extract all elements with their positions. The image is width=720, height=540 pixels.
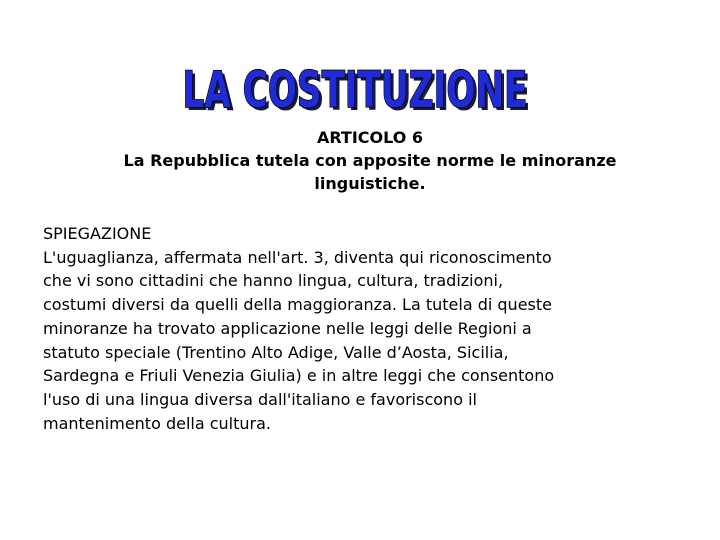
explanation-line: l'uso di una lingua diversa dall'italiano e favoriscono il xyxy=(43,389,477,409)
explanation-line: costumi diversi da quelli della maggioranza. La tutela di queste xyxy=(43,295,552,315)
article-text-line: La Repubblica tutela con apposite norme le minoranze xyxy=(123,151,617,170)
article-block xyxy=(60,126,680,195)
explanation-line: L'uguaglianza, affermata nell'art. 3, diventa qui riconoscimento xyxy=(43,247,552,267)
explanation-block xyxy=(43,222,673,435)
explanation-line: mantenimento della cultura. xyxy=(43,413,271,433)
explanation-heading: SPIEGAZIONE xyxy=(43,224,152,243)
article-heading: ARTICOLO 6 xyxy=(316,128,424,147)
article-text-line: linguistiche. xyxy=(314,174,426,193)
explanation-line: statuto speciale (Trentino Alto Adige, Valle d’Aosta, Sicilia, xyxy=(43,342,509,362)
slide-title xyxy=(170,50,540,120)
explanation-line: Sardegna e Friuli Venezia Giulia) e in altre leggi che consentono xyxy=(43,366,555,386)
title-text: LA COSTITUZIONE xyxy=(182,61,528,119)
explanation-line: minoranze ha trovato applicazione nelle leggi delle Regioni a xyxy=(43,318,532,338)
explanation-line: che vi sono cittadini che hanno lingua, cultura, tradizioni, xyxy=(43,271,504,291)
wordart-title xyxy=(170,50,540,120)
title-shadow: LA COSTITUZIONE xyxy=(185,64,531,120)
